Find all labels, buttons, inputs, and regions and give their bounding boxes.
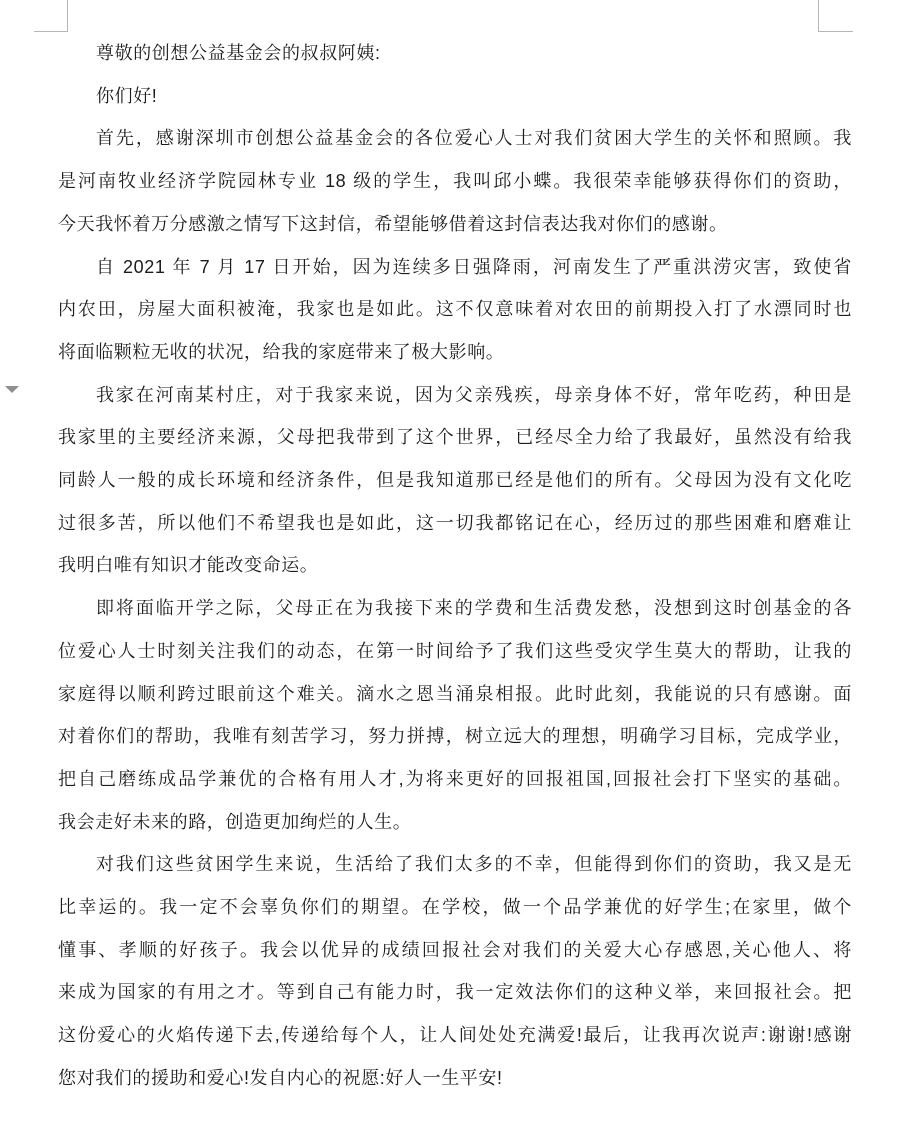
letter-line: 您对我们的援助和爱心!发自内心的祝愿:好人一生平安! bbox=[58, 1067, 503, 1088]
letter-paragraph bbox=[58, 587, 852, 843]
letter-line: 家庭得以顺利跨过眼前这个难关。滴水之恩当涌泉相报。此时此刻，我能说的只有感谢。面 bbox=[58, 683, 852, 704]
letter-paragraph bbox=[58, 374, 852, 588]
letter-line: 我明白唯有知识才能改变命运。 bbox=[58, 555, 319, 576]
letter-paragraph bbox=[58, 246, 852, 374]
letter-line: 比幸运的。我一定不会辜负你们的期望。在学校，做一个品学兼优的好学生;在家里，做个 bbox=[58, 897, 852, 918]
letter-paragraph bbox=[58, 843, 852, 1099]
letter-line: 对着你们的帮助，我唯有刻苦学习，努力拼搏，树立远大的理想，明确学习目标，完成学业， bbox=[58, 726, 852, 747]
letter-line: 把自己磨练成品学兼优的合格有用人才,为将来更好的回报祖国,回报社会打下坚实的基础。 bbox=[58, 768, 852, 789]
letter-line: 是河南牧业经济学院园林专业 18 级的学生，我叫邱小蝶。我很荣幸能够获得你们的资助， bbox=[58, 171, 852, 192]
letter-line: 同龄人一般的成长环境和经济条件，但是我知道那已经是他们的所有。父母因为没有文化吃 bbox=[58, 470, 852, 491]
letter-line: 我会走好未来的路，创造更加绚烂的人生。 bbox=[58, 811, 412, 832]
letter-line: 内农田，房屋大面积被淹，我家也是如此。这不仅意味着对农田的前期投入打了水漂同时也 bbox=[58, 299, 852, 320]
text-boundary-mark-top-right-icon bbox=[818, 0, 853, 32]
letter-line: 懂事、孝顺的好孩子。我会以优异的成绩回报社会对我们的关爱大心存感恩,关心他人、将 bbox=[58, 939, 852, 960]
outline-collapse-triangle-icon bbox=[5, 386, 19, 393]
letter-line: 这份爱心的火焰传递下去,传递给每个人，让人间处处充满爱!最后，让我再次说声:谢谢!感谢 bbox=[58, 1025, 852, 1046]
letter-line: 你们好! bbox=[96, 85, 158, 106]
letter-line: 我家在河南某村庄，对于我家来说，因为父亲残疾，母亲身体不好，常年吃药，种田是 bbox=[96, 384, 852, 405]
letter-line: 我家里的主要经济来源，父母把我带到了这个世界，已经尽全力给了我最好，虽然没有给我 bbox=[58, 427, 852, 448]
letter-line: 过很多苦，所以他们不希望我也是如此，这一切我都铭记在心，经历过的那些困难和磨难让 bbox=[58, 512, 852, 533]
letter-line: 今天我怀着万分感激之情写下这封信，希望能够借着这封信表达我对你们的感谢。 bbox=[58, 213, 728, 234]
letter-line: 尊敬的创想公益基金会的叔叔阿姨: bbox=[96, 43, 381, 63]
letter-paragraph bbox=[58, 32, 852, 75]
letter-body[interactable] bbox=[58, 32, 852, 1100]
letter-line: 自 2021 年 7 月 17 日开始，因为连续多日强降雨，河南发生了严重洪涝灾害，致使省 bbox=[96, 256, 852, 277]
letter-line: 即将面临开学之际，父母正在为我接下来的学费和生活费发愁，没想到这时创基金的各 bbox=[96, 598, 852, 619]
letter-paragraph bbox=[58, 75, 852, 118]
letter-line: 首先，感谢深圳市创想公益基金会的各位爱心人士对我们贫困大学生的关怀和照顾。我 bbox=[96, 128, 852, 149]
letter-line: 来成为国家的有用之才。等到自己有能力时，我一定效法你们的这种义举，来回报社会。把 bbox=[58, 982, 852, 1003]
text-boundary-mark-top-left-icon bbox=[34, 0, 68, 32]
letter-line: 将面临颗粒无收的状况，给我的家庭带来了极大影响。 bbox=[58, 341, 505, 362]
letter-line: 位爱心人士时刻关注我们的动态，在第一时间给予了我们这些受灾学生莫大的帮助，让我的 bbox=[58, 640, 852, 661]
letter-paragraph bbox=[58, 117, 852, 245]
letter-line: 对我们这些贫困学生来说，生活给了我们太多的不幸，但能得到你们的资助，我又是无 bbox=[96, 854, 852, 875]
